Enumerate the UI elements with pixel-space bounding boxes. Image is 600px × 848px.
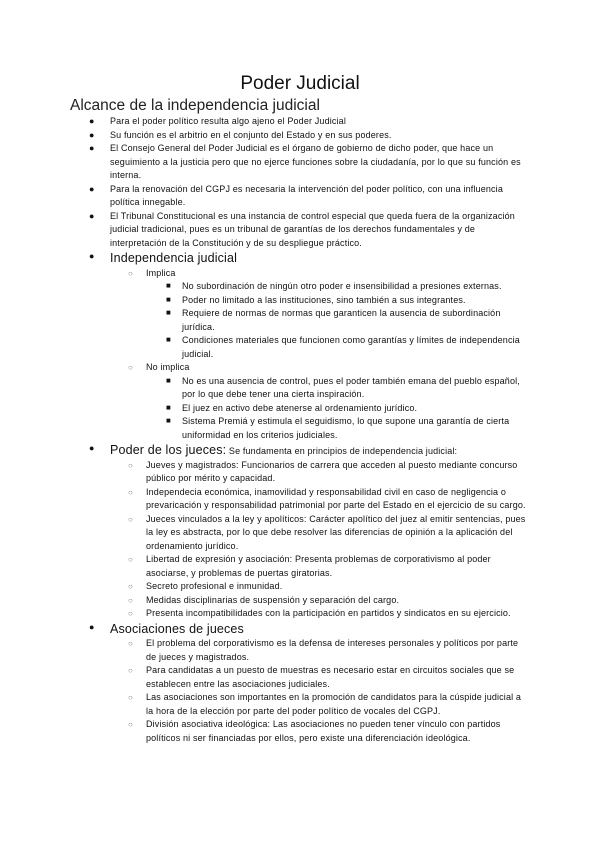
bullet-circle-icon: ○ bbox=[128, 720, 133, 729]
bullet-circle-icon: ○ bbox=[128, 666, 133, 675]
list-item bbox=[70, 637, 530, 664]
document-page bbox=[70, 72, 530, 745]
list-item bbox=[70, 375, 530, 402]
bullet-square-icon: ■ bbox=[166, 375, 171, 385]
list-item-text: Secreto profesional e inmunidad. bbox=[146, 581, 283, 591]
list-item bbox=[70, 664, 530, 691]
bullet-circle-icon: ○ bbox=[128, 693, 133, 702]
subsection bbox=[70, 442, 530, 459]
bullet-circle-icon: ○ bbox=[128, 514, 133, 524]
list-item-text: El Consejo General del Poder Judicial es el órgano de gobierno de dicho poder, que hace un seguimiento a la justicia pero que no ejerce funciones sobre la ciudadanía, por lo que su función es interna. bbox=[110, 143, 521, 180]
bullet-circle-icon: ○ bbox=[128, 582, 133, 591]
bullet-disc-icon: ● bbox=[89, 251, 95, 261]
bullet-square-icon: ■ bbox=[166, 416, 171, 425]
bullet-circle-icon: ○ bbox=[128, 609, 133, 618]
subsection-heading: Poder de los jueces: bbox=[110, 443, 227, 457]
list-item-text: Para el poder político resulta algo ajeno el Poder Judicial bbox=[110, 116, 346, 126]
list-item bbox=[70, 486, 530, 513]
bullet-circle-icon: ○ bbox=[128, 487, 133, 497]
subsection-heading: Independencia judicial bbox=[110, 251, 238, 265]
list-item-text: Libertad de expresión y asociación: Presenta problemas de corporativismo al poder asociarse, y problemas de puertas giratorias. bbox=[146, 554, 491, 578]
list-item-text: Presenta incompatibilidades con la participación en partidos y sindicatos en su ejercicio. bbox=[146, 608, 511, 618]
list-item bbox=[70, 115, 530, 129]
list-item-text: Condiciones materiales que funcionen como garantías y límites de independencia judicial. bbox=[182, 335, 520, 359]
list-item bbox=[70, 402, 530, 416]
list-item-text: El juez en activo debe atenerse al ordenamiento jurídico. bbox=[182, 402, 418, 413]
bullet-disc-icon: ● bbox=[89, 183, 95, 194]
list-item-text: No subordinación de ningún otro poder e insensibilidad a presiones externas. bbox=[182, 281, 502, 291]
bullet-square-icon: ■ bbox=[166, 308, 171, 317]
list-item-text: Su función es el arbitrio en el conjunto del Estado y en sus poderes. bbox=[110, 129, 392, 140]
main-list bbox=[70, 115, 530, 745]
list-item-text: Independecia económica, inamovilidad y responsabilidad civil en caso de negligencia o prevaricación y responsabilidad patrimonial por parte del Estado en el ejercicio de su cargo. bbox=[146, 486, 526, 510]
list-item-text: Jueves y magistrados: Funcionarios de carrera que acceden al puesto mediante concurso público por mérito y capacidad. bbox=[146, 459, 518, 483]
bullet-disc-icon: ● bbox=[89, 143, 95, 153]
list-item-text: Para la renovación del CGPJ es necesaria la intervención del poder político, con una influencia política innegable. bbox=[110, 183, 503, 207]
document-title: Poder Judicial bbox=[240, 73, 360, 94]
bullet-disc-icon: ● bbox=[89, 116, 95, 126]
subsection-note: Se fundamenta en principios de independencia judicial: bbox=[228, 446, 458, 456]
list-item bbox=[70, 553, 530, 580]
list-item-text: Implica bbox=[146, 267, 176, 278]
list-item bbox=[70, 594, 530, 608]
bullet-circle-icon: ○ bbox=[128, 555, 133, 564]
list-item-text: El problema del corporativismo es la defensa de intereses personales y políticos por parte de jueces y magistrados. bbox=[146, 638, 519, 662]
list-item-text: No implica bbox=[146, 362, 190, 372]
section-heading: Alcance de la independencia judicial bbox=[70, 97, 320, 114]
list-item bbox=[70, 183, 530, 210]
list-item bbox=[70, 334, 530, 361]
bullet-disc-icon: ● bbox=[89, 621, 95, 632]
subsection bbox=[70, 250, 530, 267]
bullet-square-icon: ■ bbox=[166, 281, 171, 290]
bullet-disc-icon: ● bbox=[89, 443, 95, 453]
list-item bbox=[70, 580, 530, 594]
bullet-circle-icon: ○ bbox=[128, 639, 133, 648]
list-item-text: Medidas disciplinarias de suspensión y separación del cargo. bbox=[146, 594, 400, 605]
list-item-text: Sistema Premiá y estimula el seguidismo, lo que supone una garantía de cierta uniformidad en los criterios judiciales. bbox=[182, 416, 510, 440]
bullet-circle-icon: ○ bbox=[128, 460, 133, 470]
list-item bbox=[70, 513, 530, 554]
list-item-text: Para candidatas a un puesto de muestras es necesario estar en circuitos sociales que se establecen entre las asociaciones judiciales. bbox=[146, 665, 515, 689]
list-item-text: Poder no limitado a las instituciones, sino también a sus integrantes. bbox=[182, 294, 466, 305]
list-item bbox=[70, 294, 530, 308]
bullet-square-icon: ■ bbox=[166, 294, 171, 304]
subsection-heading: Asociaciones de jueces bbox=[110, 621, 244, 636]
list-item bbox=[70, 415, 530, 442]
list-item-text: No es una ausencia de control, pues el poder también emana del pueblo español, por lo que debe tener una cierta inspiración. bbox=[182, 375, 520, 399]
bullet-square-icon: ■ bbox=[166, 335, 171, 344]
bullet-disc-icon: ● bbox=[89, 129, 95, 140]
list-item-text: Las asociaciones son importantes en la promoción de candidatos para la cúspide judicial a la hora de la elección por parte del poder político de vocales del CGPJ. bbox=[146, 692, 522, 716]
subsection bbox=[70, 621, 530, 638]
bullet-circle-icon: ○ bbox=[128, 268, 133, 278]
list-item-text: Requiere de normas de normas que garanticen la ausencia de subordinación jurídica. bbox=[182, 308, 501, 332]
list-item bbox=[70, 691, 530, 718]
list-item-text: El Tribunal Constitucional es una instancia de control especial que queda fuera de la organización judicial tradicional, pues es un tribunal de garantías de los derechos fundamentales y de interpretación de la Constitución y de su despliegue práctico. bbox=[110, 210, 515, 248]
bullet-circle-icon: ○ bbox=[128, 595, 133, 605]
list-item bbox=[70, 129, 530, 143]
bullet-circle-icon: ○ bbox=[128, 363, 133, 372]
list-item bbox=[70, 142, 530, 183]
list-item bbox=[70, 718, 530, 745]
list-item bbox=[70, 280, 530, 294]
list-item bbox=[70, 267, 530, 281]
list-item bbox=[70, 210, 530, 251]
list-item-text: División asociativa ideológica: Las asociaciones no pueden tener vínculo con partidos políticos ni ser financiadas por ellos, pero existe una diferenciación ideológica. bbox=[146, 719, 501, 743]
list-item bbox=[70, 307, 530, 334]
list-item bbox=[70, 459, 530, 486]
list-item bbox=[70, 361, 530, 375]
list-item bbox=[70, 607, 530, 621]
bullet-square-icon: ■ bbox=[166, 402, 171, 412]
bullet-disc-icon: ● bbox=[89, 210, 95, 221]
list-item-text: Jueces vinculados a la ley y apolíticos: Carácter apolítico del juez al emitir sentencias, pues la ley es abstracta, por lo que debe resolver las diferencias de opinión a la aplicación del ordenamiento jurídico. bbox=[146, 513, 526, 551]
